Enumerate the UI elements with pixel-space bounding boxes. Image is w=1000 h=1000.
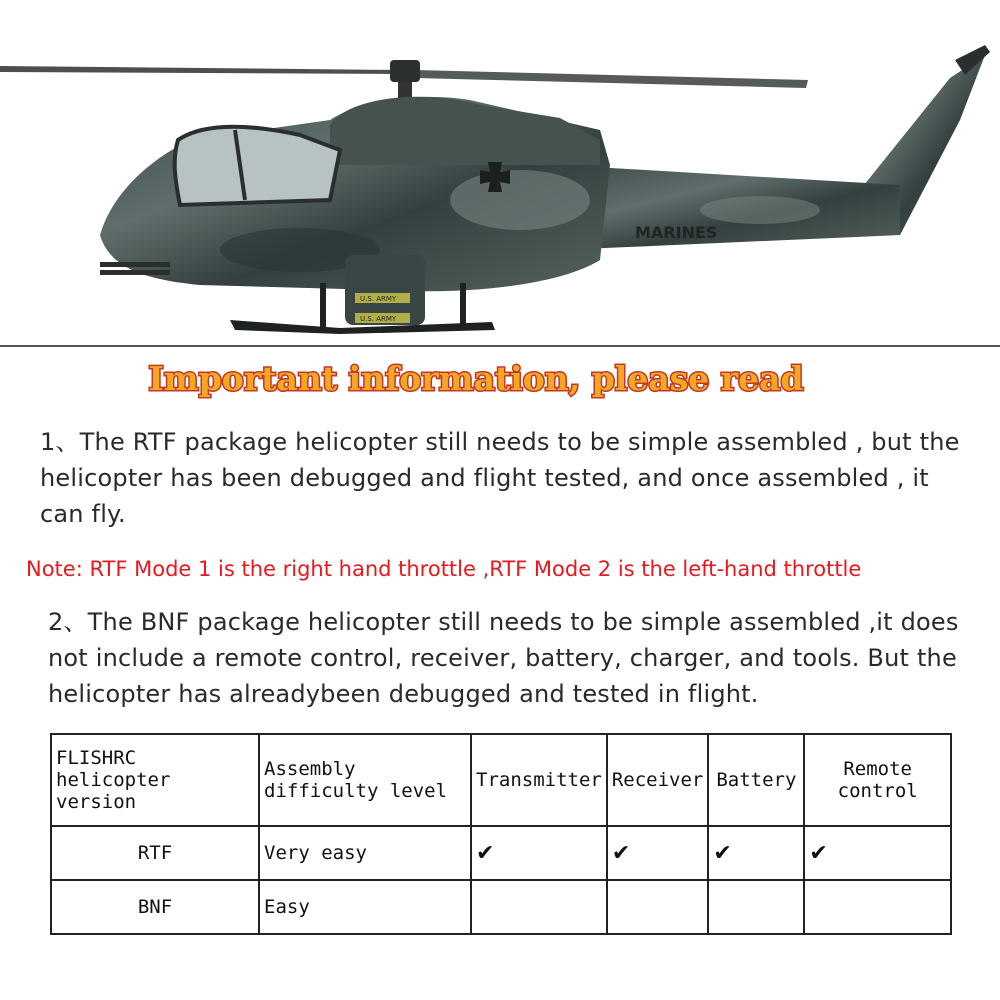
cell-receiver	[607, 880, 709, 934]
table-row	[51, 880, 951, 934]
pod-label-2: U.S. ARMY	[360, 315, 397, 323]
cell-version: BNF	[51, 880, 259, 934]
cell-difficulty: Easy	[259, 880, 471, 934]
fuselage-marking: MARINES	[635, 223, 718, 242]
helicopter-image	[0, 0, 1000, 345]
throttle-note: Note: RTF Mode 1 is the right hand throttle ,RTF Mode 2 is the left-hand throttle	[26, 557, 862, 581]
paragraph-rtf: 1、The RTF package helicopter still needs to be simple assembled , but the helicopter has been debugged and flight tested, and once assembled , it can fly.	[40, 428, 960, 528]
header-receiver: Receiver	[607, 734, 709, 826]
check-icon: ✔	[471, 826, 607, 880]
cell-battery	[708, 880, 804, 934]
header-version: FLISHRC helicopter version	[51, 734, 259, 826]
cell-difficulty: Very easy	[259, 826, 471, 880]
version-comparison-table	[50, 733, 952, 935]
cell-remote-control	[804, 880, 951, 934]
section-divider	[0, 345, 1000, 347]
headline-banner	[0, 352, 1000, 408]
header-transmitter: Transmitter	[471, 734, 607, 826]
pod-label-1: U.S. ARMY	[360, 295, 397, 303]
check-icon: ✔	[804, 826, 951, 880]
table-row	[51, 826, 951, 880]
headline-text: Important information, please read	[148, 359, 804, 398]
header-remote-control: Remote control	[804, 734, 951, 826]
check-icon: ✔	[708, 826, 804, 880]
table-header-row	[51, 734, 951, 826]
header-difficulty: Assembly difficulty level	[259, 734, 471, 826]
cell-version: RTF	[51, 826, 259, 880]
header-battery: Battery	[708, 734, 804, 826]
paragraph-bnf: 2、The BNF package helicopter still needs to be simple assembled ,it does not include a remote control, receiver, battery, charger, and tools. But the helicopter has alreadybeen debugged and tested in flight.	[48, 608, 959, 708]
check-icon: ✔	[607, 826, 709, 880]
cell-transmitter	[471, 880, 607, 934]
